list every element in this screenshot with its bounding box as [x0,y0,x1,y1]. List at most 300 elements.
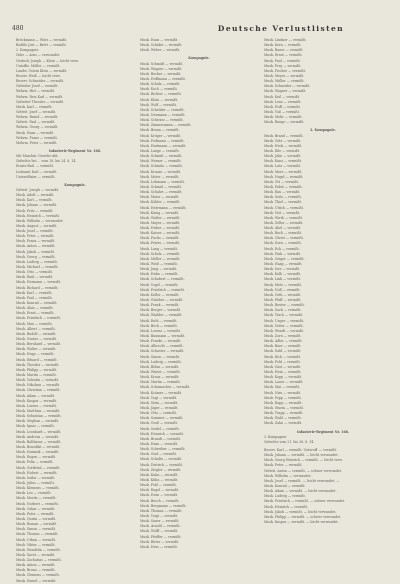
casualty-entry: Musk. Runge — vermißt. [264,120,305,125]
casualty-entry: Musk. Lenz — vermißt. [264,99,302,104]
casualty-entry: Musk. Nies — vermißt. [264,390,302,395]
casualty-entry: Musk. Reuter — vermißt. [264,303,305,308]
casualty-entry: Musk. Heinrich — vermißt. [16,213,60,218]
casualty-entry: Musk. Vetter — vermißt. [264,323,304,328]
casualty-entry: Musk. Moritz — vermißt. [16,496,57,501]
casualty-entry: Musk. Beck — vermißt. [140,323,178,328]
casualty-entry: Musk. Orth — vermißt. [264,292,302,297]
casualty-entry: Musk. Christian — vermißt. [16,388,61,393]
casualty-entry: Musk. Eck — vermißt. [264,246,300,251]
casualty-entry: Musk. Rapp — vermißt. [264,400,303,405]
casualty-entry: Musk. Hess — vermißt. [140,544,178,549]
casualty-entry: Musk. Winter — vermißt. [140,370,181,374]
casualty-entry: Musk. Fischer — vermißt. [264,68,306,73]
casualty-entry: Musk. Albert — vermißt. [16,326,56,331]
casualty-entry: Musk. Merz — vermißt. [264,169,303,174]
casualty-entry: Musk. Balthasar — vermißt. [16,439,62,444]
casualty-entry: Mehrm. Peter — vermißt. [16,140,58,145]
casualty-entry: Musk. Trapp — vermißt. [264,411,304,416]
casualty-entry: Musk. Fritz — vermißt. [16,208,54,213]
casualty-entry: Musk. Jakob — vermißt. [16,249,55,254]
casualty-entry: Musk. Scholz — vermißt. [140,251,181,256]
casualty-entry: Musk. Vogel — vermißt. [140,282,179,287]
casualty-entry: Gefechte vom 21. bis 26. 8. 14. [264,439,315,444]
casualty-entry: Musk. Dorn — vermißt. [264,241,302,246]
casualty-entry: Musk. Norbert — vermißt. [16,501,59,506]
page-header [12,22,384,34]
casualty-entry: Musk. Zimmermann — vermißt. [140,123,192,128]
text-column-2 [140,38,258,554]
casualty-entry: Musk. Gustav — vermißt. [16,337,58,342]
casualty-entry: Musk. Wendt — vermißt. [264,328,305,333]
casualty-entry: Musk. August — vermißt. [16,223,58,228]
casualty-entry: Musk. Noll — vermißt. [264,287,301,292]
casualty-entry: Musk. Leonhard — vermißt. [16,429,62,434]
casualty-entry: Musk. Becker — vermißt. [140,71,182,76]
casualty-entry: Musk. Christ — vermißt. [264,236,304,241]
casualty-entry: Musk. Baumann — vermißt. [140,334,186,339]
casualty-entry: Musk. Ludwig — vermißt. [264,494,306,499]
casualty-entry: Musk. Ignaz — vermißt. [16,424,55,429]
casualty-entry: Musk. Walter — vermißt. [16,347,57,352]
casualty-entry: Musk. Schulz — vermißt. [140,82,181,87]
casualty-entry: Musk. Oskar — vermißt. [16,506,56,511]
casualty-entry: Musk. Abel — vermißt. [264,226,302,231]
casualty-entry: Musk. Bach — vermißt. [264,231,302,236]
casualty-entry: Musk. Sebastian — vermißt. [16,414,62,419]
casualty-entry: Musk. Möller — vermißt. [140,256,181,261]
casualty-entry: Grabsch Joseph — Klein — leicht verw. [16,58,79,63]
casualty-entry: Musk. Koch — vermißt. [140,87,178,92]
casualty-entry: Musk. Ziegler — vermißt. [140,467,182,472]
casualty-entry: Musk. Lutz — vermißt. [264,164,301,169]
casualty-entry: Musk. Hofmann — vermißt. [140,138,185,143]
casualty-entry: Musk. Hubert — vermißt. [16,470,58,475]
casualty-entry: Leutnant Karl — vermißt. [16,169,58,174]
casualty-entry: Musk. Daniel — vermißt. [16,578,57,583]
casualty-entry: Musk. Clemens — vermißt. [16,573,60,578]
casualty-entry: Musk. Pabst — vermißt. [264,184,303,189]
casualty-entry: Musk. Frank — vermißt. [140,303,180,308]
casualty-entry: Musk. Schwarz — vermißt. [140,118,184,123]
casualty-entry: Musk. Wilhelm — verwundet. [16,218,64,223]
casualty-entry: Musk. Albrecht — vermißt. [140,344,184,349]
casualty-entry: Musk. Otto — vermißt. [16,270,53,275]
casualty-entry: Musk. Wagner — vermißt. [140,66,183,71]
casualty-entry: Musk. Pfaff — vermißt. [264,298,302,303]
casualty-entry: Musk. Karl — vermißt. [16,290,53,295]
casualty-entry: Musk. Jahn — vermißt. [264,154,302,159]
casualty-entry: Musk. Theodor — vermißt. [16,362,60,367]
casualty-entry: Bodillo Jost — Brett — vermißt. [16,43,67,48]
casualty-entry: Musk. Wendelin — vermißt. [16,547,61,552]
casualty-entry: Musk. Schubert — vermißt. [140,277,185,282]
casualty-entry: Musk. Busch — vermißt. [140,498,180,503]
casualty-entry: Musk. Voigt — vermißt. [140,513,179,518]
casualty-entry: Musk. Kern — vermißt. [264,43,302,48]
casualty-entry: Musk. Krause — vermißt. [140,169,182,174]
casualty-entry: Musk. Neumann — vermißt. [140,112,186,117]
casualty-entry: Musk. Xaver — vermißt. [16,552,56,557]
casualty-entry: Musk. Stein — vermißt. [140,400,179,405]
casualty-entry: Musk. Karl — vermißt. [16,198,53,203]
casualty-entry: Gehr — Arns — verwundet. [16,53,61,58]
casualty-entry: Musk. Link — vermißt. [264,277,301,282]
casualty-entry: Musk. Zacharias — vermißt. [16,558,62,563]
casualty-entry: Musk. Baer — vermißt. [264,344,302,349]
casualty-entry: Musk. Roth — vermißt. [140,318,178,323]
casualty-entry: Musk. Kaspar — vermißt. — leicht verwundet. [264,519,339,524]
casualty-entry: Musk. Ritter — vermißt. [140,539,180,544]
casualty-entry: Musk. Franz — vermißt. [16,239,56,244]
casualty-entry: Musk. Schäfer — vermißt. [140,43,183,48]
casualty-entry: Musk. Ludwig — vermißt. [140,359,182,364]
casualty-entry: Musk. Adler — vermißt. [264,339,303,344]
casualty-entry: Musk. Haas — vermißt. [140,441,179,446]
casualty-entry: Musk. Paul — vermißt. [16,295,53,300]
casualty-entry: Musk. Lindner — vermißt. [264,38,307,42]
casualty-entry: Musk. Ott — vermißt. [264,179,299,184]
casualty-entry: Musk. Schulte — vermißt. [140,457,183,462]
casualty-entry: Musk. Pfeiffer — vermißt. [140,534,182,539]
casualty-entry: Musk. Pohl — vermißt. [140,483,177,488]
casualty-entry: Musk. Anton — vermißt. [16,563,56,568]
casualty-entry: 2. Kompagnie. [16,48,40,53]
casualty-entry: Musk. Valentin — vermißt. [16,378,60,383]
casualty-entry: Musk. Voß — vermißt. [264,109,300,114]
section-heading: Kompagnie. [64,182,86,187]
casualty-entry: Musk. Lorenz — vermißt. [140,328,181,333]
casualty-entry: Musk. Simon — vermißt. [140,354,180,359]
casualty-entry: Musk. Metz — vermißt. [264,282,302,287]
casualty-entry: Musk. Schmidt — vermißt. [140,61,184,66]
casualty-entry: Musk. Urban — vermißt. [16,537,57,542]
casualty-entry: Musk. Thiel — vermißt. [264,200,302,205]
casualty-entry: Musk. Walter — vermißt. [140,215,181,220]
casualty-entry: Reserv. Karl — vermißt. Unteroff. — vermißt. [264,447,337,452]
casualty-entry: Musk. Kuhn — vermißt. [140,472,179,477]
casualty-entry: Musk. Heck — vermißt. [264,143,303,148]
casualty-entry: Musk. Herrmann — vermißt. [140,205,187,210]
casualty-entry: Musk. Peter — vermißt. [16,234,55,239]
casualty-entry: Musk. Josef — vermißt. [16,229,54,234]
casualty-entry: Musk. Mai — vermißt. [264,385,300,390]
casualty-entry: Musk. Lange — vermißt. [140,148,180,153]
casualty-entry: Musk. Bauer — vermißt. [264,48,304,53]
casualty-entry: Musk. Viktor — vermißt. [16,542,56,547]
casualty-entry: Musk. Ludwig — vermißt. [16,259,58,264]
casualty-entry: Musk. Martin — vermißt. [16,373,57,377]
casualty-entry: Musk. Dahl — vermißt. [264,349,302,354]
casualty-entry: Musk. Schmid — vermißt. [140,184,182,189]
casualty-entry: Musk. Friedrich — vermißt. — schwer verwundet. [264,499,345,504]
casualty-entry: Musk. Martin — vermißt. [140,380,181,385]
text-column-3 [264,38,382,554]
casualty-entry: Musk. Berger — vermißt. [140,308,182,313]
casualty-entry: Musk. Klein — vermißt. [140,97,179,102]
casualty-entry: Musk. Sturm — vermißt. [264,405,304,410]
casualty-entry: Musk. Feld — vermißt. [264,359,301,364]
casualty-entry: Musk. Wirth — vermißt. [264,215,303,220]
casualty-entry: Musk. Richter — vermißt. [140,92,182,97]
text-column-1 [16,38,134,583]
casualty-entry: Musk. Arnold — vermißt. [140,524,181,529]
casualty-entry: Musk. Eugen — vermißt. [16,455,57,460]
casualty-entry: Musk. Kolb — vermißt. [264,272,302,277]
casualty-entry: Musk. Adolf — vermißt. [16,193,55,198]
casualty-entry: Musk. Jakob — vermißt. — leicht verwundet. [264,509,337,514]
casualty-entry: Musk. Seidel — vermißt. [140,426,180,431]
casualty-entry: Musk. Matthias — vermißt. [16,408,61,413]
casualty-entry: Musk. Philipp — vermißt. — schwer verwundet. [264,514,342,519]
casualty-entry: Musk. König — vermißt. [140,210,180,215]
casualty-entry: Musk. Otto — vermißt. [140,411,177,416]
casualty-entry: Musk. Braun — vermißt. [140,128,180,133]
casualty-entry: Musk. Veit — vermißt. [264,210,300,215]
casualty-entry: Musk. Wagner — vermißt. [264,89,307,94]
casualty-entry: Musk. Benedikt — vermißt. [16,444,61,449]
casualty-entry: Musk. Quirin — vermißt. [16,516,57,521]
casualty-entry: Musk. Sack — vermißt. [264,308,302,313]
casualty-entry: Musk. Hans — vermißt. [16,130,55,135]
casualty-entry: Musk. Friedrich — vermißt. [16,316,61,321]
casualty-entry: Musk. Bernhard — vermißt. [16,342,62,347]
casualty-entry: Musk. Josef — vermißt. — leicht verwundet. — [264,478,340,483]
casualty-entry: Mit Maschin.-Gewehr-Abt. [16,154,59,159]
casualty-entry: Musk. Günther — vermißt. [140,298,184,303]
casualty-entry: Musk. Keil — vermißt. [264,94,301,99]
casualty-entry: Musk. Michael — vermißt. [16,265,59,270]
casualty-entry: Musk. Ihle — vermißt. [264,148,301,153]
casualty-entry: Musk. Georg — vermißt. [16,254,56,259]
casualty-entry: Musk. Heinrich — vermißt. [140,431,184,436]
page-number: 480 [12,24,24,32]
casualty-entry: Musk. Leo — vermißt. [16,491,52,496]
casualty-entry: Musk. Adam — vermißt. [16,393,56,398]
casualty-entry: Musk. Mohr — vermißt. [264,115,303,120]
casualty-entry: Musk. Jung — vermißt. [140,267,178,272]
casualty-entry: Musk. Philipp — vermißt. [16,367,58,372]
casualty-entry: Musk. Weiß — vermißt. [140,262,178,267]
casualty-entry: Musk. Groß — vermißt. [140,421,178,426]
casualty-entry: Musk. Sommer — vermißt. [140,416,184,421]
casualty-entry: Musk. Schneider — vermißt. [264,84,311,89]
casualty-entry: Musk. Lang — vermißt. [140,246,178,251]
casualty-entry: Musk. Nagel — vermißt. [264,174,304,179]
casualty-entry: Musk. Böhm — vermißt. [140,364,180,369]
casualty-entry: Musk. Dietrich — vermißt. [140,462,183,467]
casualty-entry: Musk. Sauer — vermißt. [140,519,180,524]
casualty-entry: Ersatz-Batl. — vermißt. [16,164,54,169]
casualty-entry: Musk. Rudolf — vermißt. [16,331,57,336]
casualty-entry: Reserv. Weiß — leicht verw. [16,73,61,78]
casualty-entry: Musk. Weber — vermißt. [140,48,181,53]
casualty-entry: Musk. Wolf — vermißt. [140,102,177,107]
casualty-entry: Wehrm. Georg — vermißt. [16,125,59,130]
casualty-entry: Musk. Lehmann — vermißt. [140,179,185,184]
casualty-entry: Musk. Heinrich — vermißt. [264,504,308,509]
casualty-entry: Musk. Alois — vermißt. [16,306,54,311]
section-heading: Infanterie-Regiment Nr. 168. [296,429,349,434]
casualty-entry: Wehrm. Reis Karl — vermißt. [16,94,64,99]
casualty-entry: Musk. Vogt — vermißt. [140,395,178,400]
casualty-entry: Musk. Felix — vermißt. [16,460,54,465]
casualty-entry: Musk. Hartmann — vermißt. [140,143,187,148]
casualty-entry: Gefreiter Theodor — vermißt. [16,99,65,104]
casualty-entry: Musk. Mayer — vermißt. [140,220,181,225]
casualty-entry: Musk. Schreiber — vermißt. [140,447,186,452]
casualty-entry: Musk. Konrad — vermißt. [264,483,306,488]
casualty-entry: Musk. Kühn — vermißt. [140,477,179,482]
casualty-entry: Musk. Schumacher — vermißt. [140,385,191,390]
casualty-entry: Musk. Huber — vermißt. [140,226,181,231]
casualty-entry: Musk. Schmitt — vermißt. [140,154,183,159]
casualty-entry: Musk. Max — vermißt. [16,321,53,326]
casualty-entry: Gefechte bei ... vom 16. bis 24. 8. 14. [16,159,77,164]
casualty-entry: Musk. Schuster — vermißt. [140,349,185,354]
casualty-entry: Musk. Hans — vermißt. [140,38,179,42]
casualty-entry: Musk. Werner — vermißt. [140,159,182,164]
casualty-entry: Musk. Haag — vermißt. [264,262,303,267]
casualty-entry: Wehrm. Brand — vermißt. [16,115,59,120]
casualty-entry: Gefreit. Anton — vermißt. — schwer verwundet. [264,468,342,473]
casualty-entry: Musk. Fuchs — vermißt. [140,236,180,241]
casualty-entry: Musk. Richard — vermißt. [16,285,59,290]
casualty-entry: Musk. Nikolaus — vermißt. [16,383,61,388]
casualty-entry: Musk. Johann — vermißt. [16,203,58,208]
casualty-entry: Musk. Götz — vermißt. [264,138,302,143]
casualty-entry: Musk. Isidor — vermißt. [16,475,56,480]
casualty-entry: Musk. Adam — vermißt. — leicht verwundet. [264,489,337,494]
page-title: Deutsche Verlustlisten [217,23,344,33]
casualty-entry: Gefreit. Josef — vermißt. [16,109,57,114]
casualty-entry: Musk. Meyer — vermißt. [264,73,305,78]
casualty-entry: Musk. Konrad — vermißt. [16,301,58,306]
casualty-entry: Musk. Jäger — vermißt. [140,405,179,410]
casualty-entry: Musk. Julius — vermißt. [16,480,55,485]
casualty-entry: Musk. Ernst — vermißt. [16,311,55,316]
casualty-entry: Musk. Peter — vermißt. [264,463,303,468]
casualty-entry: Musk. Klemens — vermißt. [16,486,60,491]
casualty-entry: Musk. Engel — vermißt. [140,488,180,493]
casualty-entry: Landw. Gstein Klein — vermißt. [16,68,68,73]
casualty-entry: Musk. Keller — vermißt. [140,292,180,297]
casualty-entry: Musk. Johann — vermißt. — leicht verwundet. [264,453,339,458]
casualty-entry: Musk. Roman — vermißt. [16,522,58,527]
casualty-entry: Musk. Hugo — vermißt. [16,352,55,357]
casualty-entry: Musk. Gottfried — vermißt. [16,465,61,470]
casualty-entry: Musk. Krüger — vermißt. [140,133,182,138]
casualty-entry: Musk. Eduard — vermißt. [16,357,58,362]
casualty-entry: Musk. Hermann — vermißt. [16,280,62,285]
casualty-entry: Musk. Bergmann — vermißt. [140,503,187,508]
casualty-entry: Musk. Thomas — vermißt. [140,508,183,513]
casualty-entry: Musk. Ulrich — vermißt. [264,205,304,210]
casualty-entry: Musk. Kraus — vermißt. [140,375,180,380]
casualty-entry: Musk. Gast — vermißt. [264,364,302,369]
casualty-entry: Musk. Graf — vermißt. [140,452,177,457]
casualty-entry: Musk. Popp — vermißt. [264,395,302,400]
casualty-entry: Musk. Horn — vermißt. [140,493,179,498]
casualty-entry: Musk. Kaiser — vermißt. [140,231,181,236]
casualty-entry: Musk. Anton — vermißt. [16,244,56,249]
casualty-entry: Musk. Stephan — vermißt. [16,419,60,424]
casualty-entry: Musk. Meier — vermißt. [140,174,180,179]
casualty-entry: Musk. Simon — vermißt. [16,527,56,532]
casualty-entry: Musk. Schulze — vermißt. [140,190,183,195]
casualty-entry: Musk. Peters — vermißt. [140,241,181,246]
casualty-entry: Musk. Karl — vermißt. [16,104,53,109]
casualty-entry: Musk. Hein — vermißt. [264,370,302,374]
casualty-entry: Gefreiter Josef — vermißt. [16,84,59,89]
casualty-entry: Musk. Emil — vermißt. [16,275,54,280]
casualty-entry: Musk. Franke — vermißt. [140,339,182,344]
casualty-entry: Musk. Wolff — vermißt. [140,529,179,534]
section-heading: Kompagnie. [188,56,210,61]
section-heading: Infanterie-Regiment Nr. 168. [48,148,101,153]
casualty-entry: Musk. Wahl — vermißt. [264,416,302,421]
casualty-entry: Musk. Lauer — vermißt. [264,380,304,385]
casualty-entry: Musk. Köhler — vermißt. [140,200,181,205]
casualty-entry: Reserv. Schneider — vermißt. [16,79,65,84]
casualty-entry: Musk. Dominik — vermißt. [16,450,60,455]
section-heading: 2. Kompagnie. [310,128,336,133]
casualty-entry: Musk. Georg Heinrich — vermißt. — leicht verw. [264,458,343,463]
casualty-entry: Musk. Hoff — vermißt. [264,104,301,109]
casualty-entry: 3. Kompagnie. [264,434,288,439]
casualty-entry: Musk. Zorn — vermißt. [264,334,302,339]
casualty-entry: Musk. Unger — vermißt. [264,318,304,323]
casualty-entry: Musk. Kopp — vermißt. [264,375,303,380]
casualty-entry: Musk. Brandt — vermißt. [140,436,181,441]
casualty-entry: Musk. Zeller — vermißt. [264,220,304,225]
casualty-entry: Musk. Fink — vermißt. [264,251,302,256]
casualty-entry: Musk. Eich — vermißt. [264,354,301,359]
casualty-entry: Gefreit. Joseph — vermißt. [16,187,60,192]
casualty-entry: Musk. Wilhelm — verwundet. [264,473,312,478]
casualty-entry: Wehrm. Hirt — vermißt. [16,89,56,94]
casualty-entry: Gefreit. Paul — vermißt. [16,120,56,125]
casualty-entry: Musk. Hoffmann — vermißt. [140,76,186,81]
casualty-entry: Musk. Zahn — vermißt. [264,421,303,426]
casualty-entry: Musk. Friedrich — vermißt. [140,287,185,292]
casualty-entry: Musk. Peter — vermißt. [16,511,55,516]
casualty-entry: Musk. Andreas — vermißt. [16,434,60,439]
casualty-entry: Musk. Winkler — vermißt. [140,313,183,318]
casualty-entry: Musk. Schmitz — vermißt. [140,164,183,169]
casualty-entry: Musk. Thomas — vermißt. [16,532,59,537]
casualty-entry: Musk. Lorenz — vermißt. [16,403,57,408]
casualty-entry: Musk. Kunz — vermißt. [264,159,302,164]
casualty-entry: Brückmann — Würz — vermißt. [16,38,68,42]
casualty-entry: Musk. Kaspar — vermißt. [16,398,58,403]
casualty-entry: Musk. Paul — vermißt. [264,58,301,63]
casualty-entry: Musk. Maier — vermißt. [140,195,180,200]
casualty-entry: Musk. Iser — vermißt. [264,267,301,272]
casualty-entry: Wehrm. Franz — vermißt. [16,135,58,140]
casualty-entry: Musk. Krämer — vermißt. [140,390,183,395]
text-columns [16,38,382,583]
casualty-entry: Musk. Bruno — vermißt. [16,568,56,573]
casualty-entry: Musk. Frey — vermißt. [264,63,302,68]
casualty-entry: Untoffiz. Müller — vermißt. [16,63,61,68]
casualty-entry: Musk. Seitz — vermißt. [264,195,302,200]
casualty-entry: Musk. Hahn — vermißt. [140,272,179,277]
casualty-entry: Musk. Müller — vermißt. [264,79,305,84]
casualty-entry: Musk. Schröder — vermißt. [140,107,185,112]
casualty-entry: Musk. Ernst — vermißt. [264,53,303,58]
casualty-entry: Unteroffizier — vermißt. [16,174,56,179]
